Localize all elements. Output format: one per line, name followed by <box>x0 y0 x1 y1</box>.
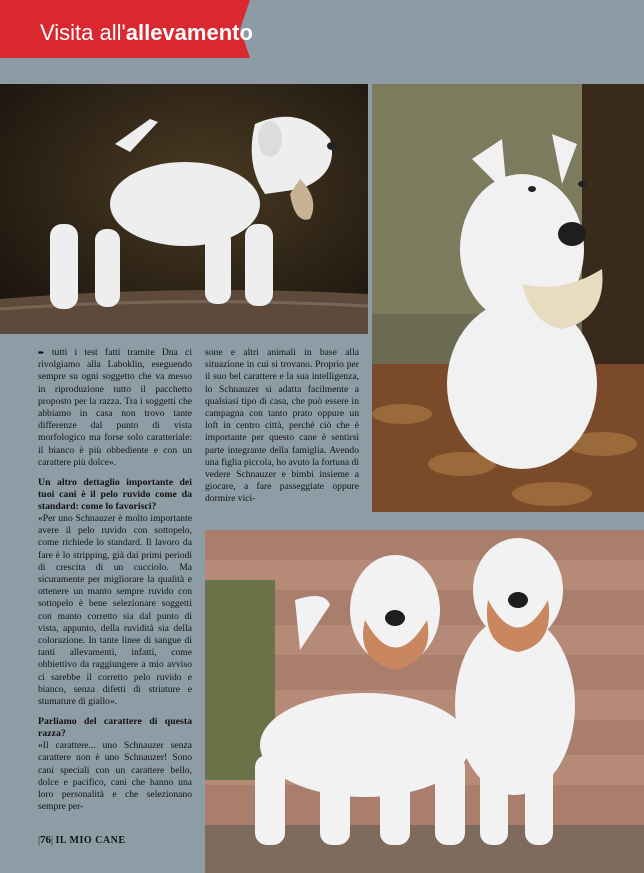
magazine-name: IL MIO CANE <box>55 835 126 846</box>
paragraph-intro <box>38 347 192 469</box>
section-title-bold: allevamento <box>125 20 253 45</box>
page-number: 76 <box>40 834 52 846</box>
answer-character: «Il carattere... uno Schnauzer senza carattere non è uno Schnauzer! Sono cani speciali con un carattere bello, dolce e pacifico, cani che hanno una loro personalità e che selezionano sempre per- <box>38 740 192 813</box>
question-coat: Un altro dettaglio importante dei tuoi cani è il pelo ruvido come da standard: come lo favorisci? <box>38 477 192 513</box>
photo-standing-schnauzer <box>0 84 368 334</box>
text-column-2 <box>205 347 359 514</box>
text-column-1 <box>38 347 192 822</box>
page-footer: |76| IL MIO CANE <box>38 834 126 846</box>
paragraph-continued: sone e altri animali in base alla situazione in cui si trovano. Proprio per il suo bel carattere e la sua intelligenza, lo Schnauzer si adatta facilmente a qualsiasi tipo di casa, che può essere in campagna con tanto prato oppure un loft in centro città, perché ciò che è importante per questo cane è sentirsi parte integrante della famiglia. Avendo una figlia piccola, ho avuto la fortuna di vedere Schnauzer e bimbi insieme a giocare, a fare passeggiate oppure dormire vici- <box>205 347 359 505</box>
question-character: Parliamo del carattere di questa razza? <box>38 716 192 740</box>
header-rule <box>0 62 644 82</box>
answer-coat: «Per uno Schnauzer è molto importante avere il pelo ruvido con sottopelo, come richiede lo standard. Il lavoro da fare è lo stripping, già dai primi periodi di crescita di un cucciolo. Ma sicuramente per migliorare la qualità e ottenere un manto sempre ruvido con sottopelo è bene selezionare soggetti con manto corretto sia dal punto di vista, appunto, della ruvidità sia della colorazione. In tante linee di sangue di tanti allevamenti, infatti, come obbiettivo da raggiungere a mio avviso ci sarebbe il corretto pelo ruvido e bianco, senza difetti di striature e stumature di giallo». <box>38 513 192 708</box>
section-title-light: Visita all' <box>40 20 126 45</box>
arrow-bullet-icon: ➨ <box>38 348 45 357</box>
section-title <box>40 20 253 46</box>
photo-two-schnauzers <box>205 530 644 873</box>
photo-sitting-schnauzer <box>372 84 644 512</box>
paragraph-intro-text: tutti i test fatti tramite Dna ci rivolgiamo alla Laboklin, eseguendo sempre su ogni soggetto che va messo in riproduzione tutto il pacchetto proposto per la razza. Tra i soggetti che abbiamo in casa non trovo tante differenze dal punto di vista morfologico ma forse solo caratteriale: il bianco è più obbediente e con un carattere più dolce». <box>38 347 192 468</box>
